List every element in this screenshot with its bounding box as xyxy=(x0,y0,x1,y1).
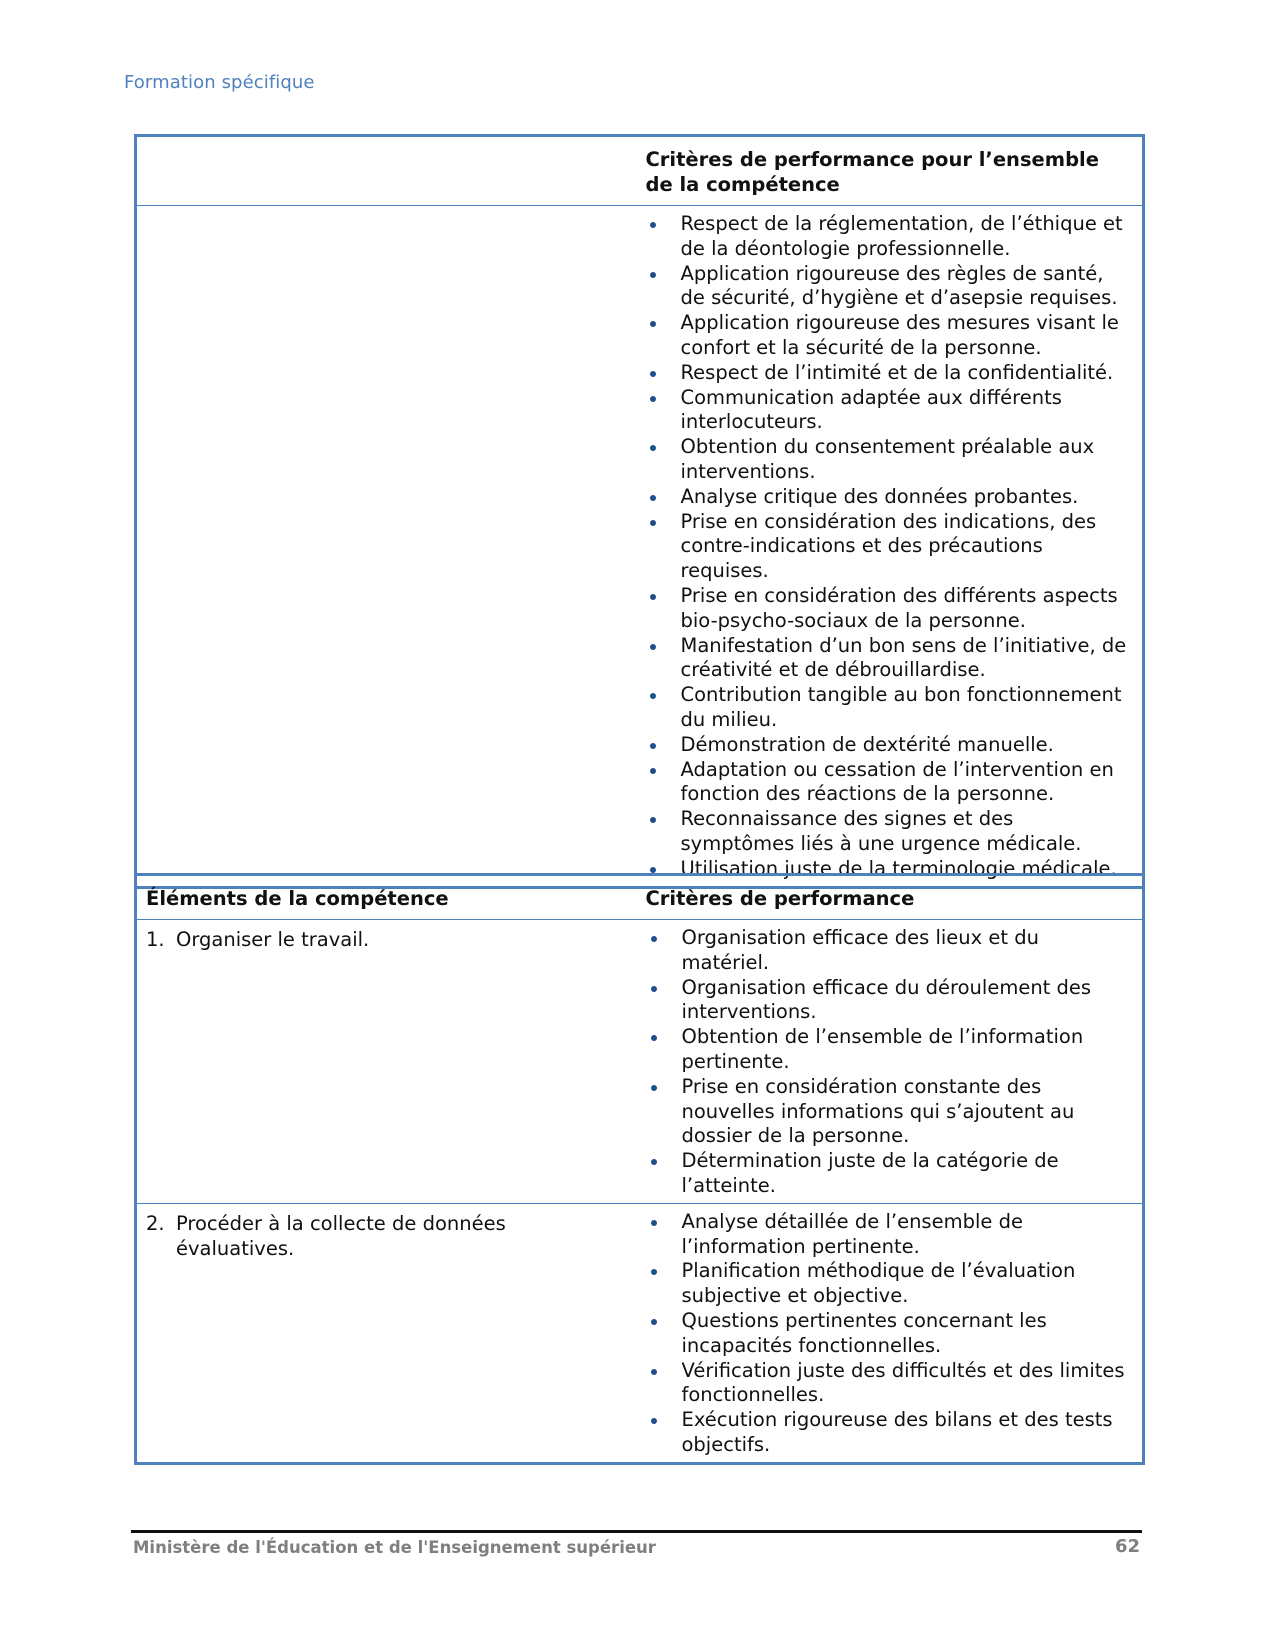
list-item: Prise en considération des différents aspects bio-psycho-sociaux de la personne. xyxy=(646,584,1131,634)
criteria-list xyxy=(636,920,1143,1203)
list-item: Prise en considération des indications, des contre-indications et des précautions requises. xyxy=(646,510,1131,584)
empty-header-cell xyxy=(136,136,636,206)
list-item: Exécution rigoureuse des bilans et des tests objectifs. xyxy=(647,1408,1131,1458)
list-item: Utilisation juste de la terminologie médicale. xyxy=(646,857,1131,882)
table-row xyxy=(136,206,1144,888)
element-cell xyxy=(136,920,636,1204)
list-item: Vérification juste des difficultés et des limites fonctionnelles. xyxy=(647,1359,1131,1409)
list-item: Planification méthodique de l’évaluation subjective et objective. xyxy=(647,1259,1131,1309)
running-header: Formation spécifique xyxy=(124,72,315,93)
list-item: Reconnaissance des signes et des symptômes liés à une urgence médicale. xyxy=(646,807,1131,857)
element-number: 2. xyxy=(146,1211,165,1235)
criteria-cell xyxy=(636,920,1144,1204)
list-item: Application rigoureuse des mesures visant le confort et la sécurité de la personne. xyxy=(646,311,1131,361)
page-number: 62 xyxy=(1114,1536,1140,1557)
element-text: Procéder à la collecte de données évaluatives. xyxy=(176,1211,506,1260)
table-row xyxy=(136,920,1144,1204)
footer-ministry: Ministère de l'Éducation et de l'Enseignement supérieur xyxy=(133,1538,656,1557)
elements-heading: Éléments de la compétence xyxy=(146,887,449,910)
list-item: Organisation efficace du déroulement des interventions. xyxy=(647,976,1131,1026)
elements-criteria-table xyxy=(134,873,1145,1465)
global-criteria-heading: Critères de performance pour l’ensemble de la compétence xyxy=(645,148,1099,196)
criteria-list xyxy=(636,1204,1143,1462)
elements-header-cell xyxy=(136,875,636,920)
list-item: Communication adaptée aux différents interlocuteurs. xyxy=(646,386,1131,436)
list-item: Contribution tangible au bon fonctionnement du milieu. xyxy=(646,683,1131,733)
competence-element xyxy=(137,1204,636,1266)
list-item: Manifestation d’un bon sens de l’initiative, de créativité et de débrouillardise. xyxy=(646,634,1131,684)
list-item: Respect de l’intimité et de la confidentialité. xyxy=(646,361,1131,386)
global-criteria-header-cell xyxy=(636,136,1144,206)
table-header-row xyxy=(136,136,1144,206)
list-item: Obtention du consentement préalable aux interventions. xyxy=(646,435,1131,485)
list-item: Prise en considération constante des nouvelles informations qui s’ajoutent au dossier de la personne. xyxy=(647,1075,1131,1149)
criteria-cell xyxy=(636,1203,1144,1463)
criteria-header-cell xyxy=(636,875,1144,920)
list-item: Détermination juste de la catégorie de l’atteinte. xyxy=(647,1149,1131,1199)
criteria-heading: Critères de performance xyxy=(645,887,915,910)
global-criteria-table xyxy=(134,134,1145,889)
list-item: Analyse critique des données probantes. xyxy=(646,485,1131,510)
empty-cell xyxy=(136,206,636,888)
element-number: 1. xyxy=(146,928,165,951)
table-header-row xyxy=(136,875,1144,920)
element-text: Organiser le travail. xyxy=(176,928,370,951)
list-item: Analyse détaillée de l’ensemble de l’information pertinente. xyxy=(647,1210,1131,1260)
list-item: Organisation efficace des lieux et du matériel. xyxy=(647,926,1131,976)
competence-element xyxy=(137,920,636,957)
element-cell xyxy=(136,1203,636,1463)
list-item: Questions pertinentes concernant les incapacités fonctionnelles. xyxy=(647,1309,1131,1359)
list-item: Démonstration de dextérité manuelle. xyxy=(646,733,1131,758)
footer-divider xyxy=(131,1530,1142,1533)
list-item: Application rigoureuse des règles de santé, de sécurité, d’hygiène et d’asepsie requises. xyxy=(646,262,1131,312)
list-item: Adaptation ou cessation de l’intervention en fonction des réactions de la personne. xyxy=(646,758,1131,808)
table-row xyxy=(136,1203,1144,1463)
list-item: Respect de la réglementation, de l’éthique et de la déontologie professionnelle. xyxy=(646,212,1131,262)
list-item: Obtention de l’ensemble de l’information pertinente. xyxy=(647,1025,1131,1075)
global-criteria-list xyxy=(636,206,1143,886)
global-criteria-cell xyxy=(636,206,1144,888)
